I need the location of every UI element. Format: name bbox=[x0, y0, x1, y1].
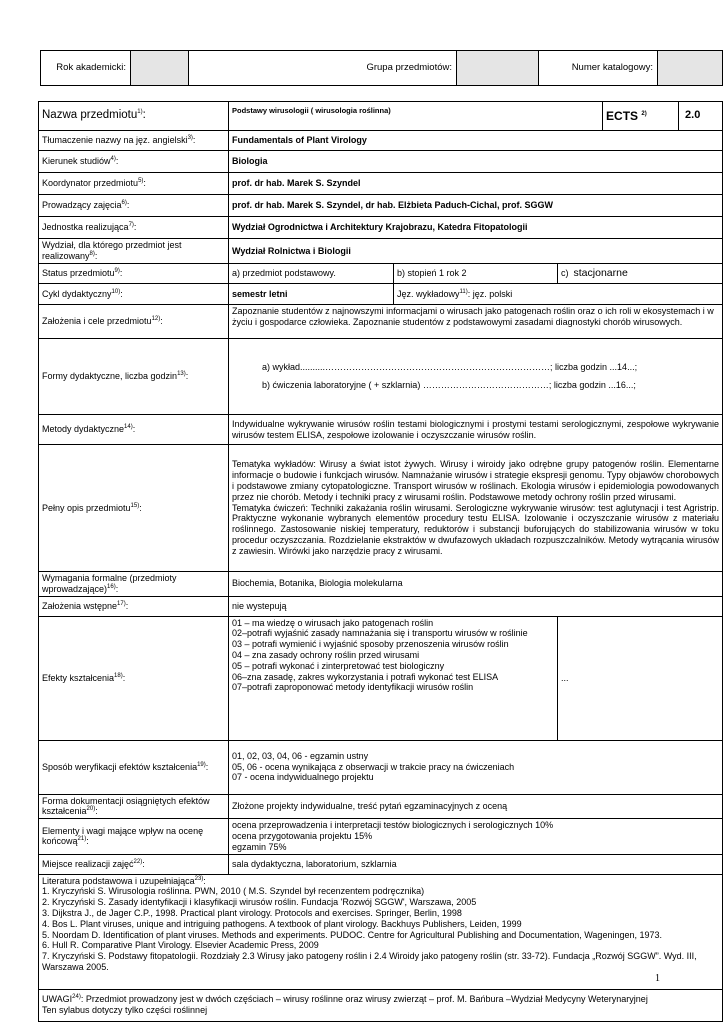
sposob-label: Sposób weryfikacji efektów kształcenia$^{19)}$: bbox=[39, 740, 229, 794]
uwagi-line-1: UWAGI$^{24)}$: Przedmiot prowadzony jest w dwóch częściach – wirusy roślinne oraz wirusy zwierząt – prof. M. Bańbura –Wydział Medycyny Weterynaryjnej bbox=[42, 994, 648, 1005]
efekt-07: 07–potrafi zaproponować metody identyfikacji wirusów roślin bbox=[232, 682, 474, 693]
literatura-item-2: 2. Kryczyński S. Zasady identyfikacji i klasyfikacji wirusów roślin. Fundacja 'Rozwój SGGW', Warszawa, 2005 bbox=[42, 897, 477, 908]
ects-value: 2.0 bbox=[679, 102, 723, 131]
row-wymagania bbox=[39, 572, 723, 597]
literatura-item-7: 7. Kryczyński S. Podstawy fitopatologii. Rozdziały 2.3 Wirusy jako patogeny roślin i 2.4 Wiroidy jako patogeny roślin (str. 33-72). Fundacja „Rozwój SGGW”. Wyd. III, Warszawa 2005. bbox=[42, 951, 697, 972]
formy-label: Formy dydaktyczne, liczba godzin$^{13)}$: bbox=[39, 339, 229, 415]
numer-katalogowy-label: Numer katalogowy: bbox=[539, 51, 658, 86]
syllabus-table bbox=[38, 101, 723, 1022]
row-efekty bbox=[39, 616, 723, 740]
zalozenia-wstepne-value: nie wystepują bbox=[229, 596, 723, 616]
cykl-value: semestr letni bbox=[229, 284, 394, 305]
row-cykl bbox=[39, 284, 723, 305]
literatura-cell bbox=[39, 874, 723, 989]
header-table bbox=[40, 50, 723, 86]
literatura-item-4: 4. Bos L. Plant viruses, unique and intriguing pathogens. A textbook of plant virology. Backhuys Publishers, Leiden, 1999 bbox=[42, 918, 522, 929]
row-koordynator bbox=[39, 173, 723, 195]
row-zalozenia bbox=[39, 305, 723, 339]
wydzial-value: Wydział Rolnictwa i Biologii bbox=[229, 239, 723, 264]
status-c: c) stacjonarne bbox=[558, 264, 723, 284]
row-literatura bbox=[39, 874, 723, 989]
efekt-04: 04 – zna zasady ochrony roślin przed wirusami bbox=[232, 649, 420, 660]
row-tlumaczenie bbox=[39, 131, 723, 151]
uwagi-cell bbox=[39, 989, 723, 1021]
literatura-item-6: 6. Hull R. Comparative Plant Virology. Elsevier Academic Press, 2009 bbox=[42, 940, 319, 951]
wymagania-label: Wymagania formalne (przedmioty wprowadzające)$^{16)}$: bbox=[39, 572, 229, 597]
row-jednostka bbox=[39, 217, 723, 239]
row-forma bbox=[39, 794, 723, 819]
pelny-opis-wyklady: Tematyka wykładów: Wirusy a świat istot żywych. Wirusy i wiroidy jako odrębne grupy patogenów roślin. Elementarne informacje o budowie i funkcjach wirusów. Namnażanie wirusów i strategie ekspresji genomu. Typy objawów chorobowych i podstawowe zmiany cytopatologiczne. Transport wirusów w roślinach. Ekologia wirusów i epidemiologia powodowanych przez nie chorób. Metody i techniki pracy z wirusami roślin. Podstawowe metody ochrony roślin przed wirusami. bbox=[232, 459, 720, 502]
elementy-label: Elementy i wagi mające wpływ na ocenę końcową$^{21)}$: bbox=[39, 819, 229, 854]
jezyk-wykladowy: Jęz. wykładowy$^{11)}$: jęz. polski bbox=[394, 284, 723, 305]
numer-katalogowy-field[interactable] bbox=[658, 51, 723, 86]
efekt-01: 01 – ma wiedzę o wirusach jako patogenach roślin bbox=[232, 617, 434, 628]
rok-akademicki-field[interactable] bbox=[131, 51, 189, 86]
grupa-przedmiotow-field[interactable] bbox=[457, 51, 539, 86]
formy-value bbox=[229, 339, 723, 415]
cykl-label: Cykl dydaktyczny$^{10)}$: bbox=[39, 284, 229, 305]
jednostka-label: Jednostka realizująca$^{7)}$: bbox=[39, 217, 229, 239]
pelny-opis-label: Pełny opis przedmiotu$^{15)}$: bbox=[39, 445, 229, 572]
formy-wyklad: a) wykład..........…………………………………………………………………; liczba godzin ...14...; bbox=[262, 362, 638, 373]
row-status bbox=[39, 264, 723, 284]
nazwa-value: Podstawy wirusologii ( wirusologia roślinna) bbox=[229, 102, 603, 131]
status-a: a) przedmiot podstawowy. bbox=[229, 264, 394, 284]
literatura-item-1: 1. Kryczyński S. Wirusologia roślinna. PWN, 2010 ( M.S. Szyndel był recenzentem podręcznika) bbox=[42, 886, 425, 897]
zalozenia-wstepne-label: Założenia wstępne$^{17)}$: bbox=[39, 596, 229, 616]
page-number: 1 bbox=[655, 972, 661, 984]
miejsce-label: Miejsce realizacji zajęć$^{22)}$: bbox=[39, 854, 229, 874]
sposob-line-1: 01, 02, 03, 04, 06 - egzamin ustny bbox=[232, 750, 369, 761]
row-prowadzacy bbox=[39, 195, 723, 217]
tlumaczenie-label: Tłumaczenie nazwy na jęz. angielski$^{3)}$: bbox=[39, 131, 229, 151]
pelny-opis-value bbox=[229, 445, 723, 572]
tlumaczenie-value: Fundamentals of Plant Virology bbox=[229, 131, 723, 151]
literatura-item-5: 5. Noordam D. Identification of plant viruses. Methods and experiments. PUDOC. Centre for Agricultural Publishing and Documentation, Wageningen, 1973. bbox=[42, 929, 662, 940]
elementy-value bbox=[229, 819, 723, 854]
formy-cwiczenia: b) ćwiczenia laboratoryjne ( + szklarnia) ……………………………………; liczba godzin ...16...; bbox=[262, 380, 636, 390]
row-uwagi bbox=[39, 989, 723, 1021]
elementy-line-2: ocena przygotowania projektu 15% bbox=[232, 830, 373, 841]
efekty-list bbox=[229, 616, 558, 740]
miejsce-value: sala dydaktyczna, laboratorium, szklarnia bbox=[229, 854, 723, 874]
wymagania-value: Biochemia, Botanika, Biologia molekularna bbox=[229, 572, 723, 597]
zalozenia-label: Założenia i cele przedmiotu$^{12)}$: bbox=[39, 305, 229, 339]
kierunek-value: Biologia bbox=[229, 151, 723, 173]
row-metody bbox=[39, 415, 723, 445]
forma-value: Złożone projekty indywidualne, treść pytań egzaminacyjnych z oceną bbox=[229, 794, 723, 819]
row-miejsce bbox=[39, 854, 723, 874]
literatura-item-3: 3. Dijkstra J., de Jager C.P., 1998. Practical plant virology. Protocols and exercises. Springer, Berlin, 1998 bbox=[42, 907, 462, 918]
grupa-przedmiotow-label: Grupa przedmiotów: bbox=[189, 51, 457, 86]
ects-label: ECTS $^{2)}$ bbox=[603, 102, 679, 131]
row-pelny-opis bbox=[39, 445, 723, 572]
efekt-06: 06–zna zasadę, zakres wykorzystania i potrafi wykonać test ELISA bbox=[232, 671, 499, 682]
nazwa-label: Nazwa przedmiotu$^{1)}$: bbox=[39, 102, 229, 131]
rok-akademicki-label: Rok akademicki: bbox=[41, 51, 131, 86]
efekty-right: ... bbox=[558, 616, 723, 740]
uwagi-line-2: Ten sylabus dotyczy tylko części roślinnej bbox=[42, 1005, 208, 1016]
row-zalozenia-wstepne bbox=[39, 596, 723, 616]
status-b: b) stopień 1 rok 2 bbox=[394, 264, 558, 284]
koordynator-value: prof. dr hab. Marek S. Szyndel bbox=[229, 173, 723, 195]
literatura-title: Literatura podstawowa i uzupełniająca$^{23)}$: bbox=[42, 875, 206, 886]
efekty-label: Efekty kształcenia$^{18)}$: bbox=[39, 616, 229, 740]
row-kierunek bbox=[39, 151, 723, 173]
wydzial-label: Wydział, dla którego przedmiot jest realizowany$^{8)}$: bbox=[39, 239, 229, 264]
sposob-line-2: 05, 06 - ocena wynikająca z obserwacji w trakcie pracy na ćwiczeniach bbox=[232, 761, 515, 772]
row-sposob bbox=[39, 740, 723, 794]
jednostka-value: Wydział Ogrodnictwa i Architektury Krajobrazu, Katedra Fitopatologii bbox=[229, 217, 723, 239]
prowadzacy-value: prof. dr hab. Marek S. Szyndel, dr hab. Elżbieta Paduch-Cichal, prof. SGGW bbox=[229, 195, 723, 217]
elementy-line-3: egzamin 75% bbox=[232, 841, 287, 852]
kierunek-label: Kierunek studiów$^{4)}$: bbox=[39, 151, 229, 173]
row-elementy bbox=[39, 819, 723, 854]
sposob-value bbox=[229, 740, 723, 794]
metody-label: Metody dydaktyczne$^{14)}$: bbox=[39, 415, 229, 445]
zalozenia-value: Zapoznanie studentów z najnowszymi informacjami o wirusach jako patogenach roślin oraz o ich roli w ekosystemach i w życiu i gospodarce człowieka. Zapoznanie studentów z podstawowymi zasadami diagnostyki chorób wirusowych. bbox=[229, 305, 723, 339]
efekt-02: 02–potrafi wyjaśnić zasady namnażania się i transportu wirusów w roślinie bbox=[232, 628, 528, 639]
efekt-03: 03 – potrafi wymienić i wyjaśnić sposoby przenoszenia wirusów roślin bbox=[232, 639, 509, 650]
sposob-line-3: 07 - ocena indywidualnego projektu bbox=[232, 772, 374, 783]
elementy-line-1: ocena przeprowadzenia i interpretacji testów biologicznych i serologicznych 10% bbox=[232, 820, 554, 831]
prowadzacy-label: Prowadzący zajęcia$^{6)}$: bbox=[39, 195, 229, 217]
metody-value: Indywidualne wykrywanie wirusów roślin testami biologicznymi i prostymi testami serologicznymi, zespołowe wykrywanie wirusów testem ELISA, zespołowe izolowanie i oczyszczanie wirusów roślin. bbox=[229, 415, 723, 445]
row-wydzial bbox=[39, 239, 723, 264]
row-formy bbox=[39, 339, 723, 415]
efekt-05: 05 – potrafi wykonać i zinterpretować test biologiczny bbox=[232, 660, 445, 671]
koordynator-label: Koordynator przedmiotu$^{5)}$: bbox=[39, 173, 229, 195]
forma-label: Forma dokumentacji osiągniętych efektów kształcenia$^{20)}$: bbox=[39, 794, 229, 819]
pelny-opis-cwiczenia: Tematyka ćwiczeń: Techniki zakażania roślin wirusami. Serologiczne wykrywanie wirusów: test aglutynacji i test Agristrip. Praktyczne wykonanie wybranych elementów procedury testu ELISA. Izolowanie i oczyszczanie wirusów z materiału roślinnego. Zastosowanie niskiej temperatury, reduktorów i substancji buforujących do stabilizowania wirusów w toku procedur oczyszczania. Rozdzielanie ekstraktów w dwufazowych układach rozpuszczalników. Metody wytrącania wirusów z zawiesin. Wirówki jako narzędzie pracy z wirusami. bbox=[232, 502, 720, 556]
row-nazwa bbox=[39, 102, 723, 131]
status-label: Status przedmiotu$^{9)}$: bbox=[39, 264, 229, 284]
